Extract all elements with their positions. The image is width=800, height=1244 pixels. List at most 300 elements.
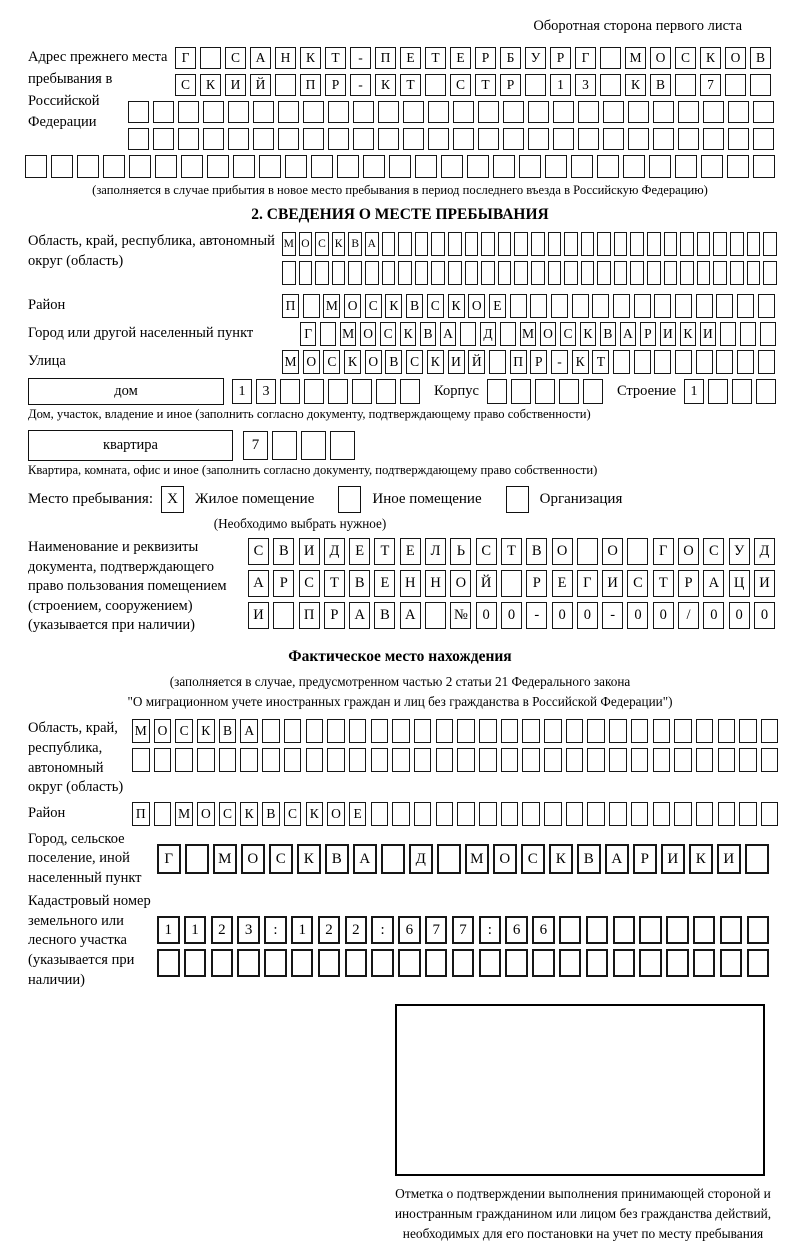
stay-option-organization-checkbox[interactable]: [506, 486, 529, 513]
char-cell[interactable]: [564, 232, 578, 256]
char-cell[interactable]: Д: [754, 538, 775, 565]
char-cell[interactable]: У: [729, 538, 750, 565]
char-cell[interactable]: [320, 322, 336, 346]
char-cell[interactable]: [732, 379, 752, 404]
char-cell[interactable]: [528, 128, 549, 150]
char-cell[interactable]: [25, 155, 47, 178]
char-cell[interactable]: [581, 232, 595, 256]
char-cell[interactable]: 3: [256, 379, 276, 404]
actual-city-cells[interactable]: [157, 844, 773, 874]
char-cell[interactable]: [728, 128, 749, 150]
char-cell[interactable]: Е: [552, 570, 573, 597]
char-cell[interactable]: [415, 232, 429, 256]
char-cell[interactable]: М: [213, 844, 237, 874]
char-cell[interactable]: М: [323, 294, 340, 318]
char-cell[interactable]: [553, 101, 574, 123]
char-cell[interactable]: Н: [425, 570, 446, 597]
char-cell[interactable]: [720, 322, 736, 346]
char-cell[interactable]: [653, 101, 674, 123]
char-cell[interactable]: М: [175, 802, 193, 826]
char-cell[interactable]: [487, 379, 507, 404]
char-cell[interactable]: [613, 350, 630, 374]
char-cell[interactable]: [503, 128, 524, 150]
char-cell[interactable]: [197, 748, 215, 772]
char-cell[interactable]: [306, 748, 324, 772]
char-cell[interactable]: [613, 294, 630, 318]
char-cell[interactable]: И: [602, 570, 623, 597]
char-cell[interactable]: [674, 719, 692, 743]
char-cell[interactable]: О: [678, 538, 699, 565]
char-cell[interactable]: [51, 155, 73, 178]
char-cell[interactable]: [414, 719, 432, 743]
char-cell[interactable]: Р: [678, 570, 699, 597]
char-cell[interactable]: [398, 261, 412, 285]
char-cell[interactable]: [578, 128, 599, 150]
char-cell[interactable]: [501, 802, 519, 826]
char-cell[interactable]: [647, 261, 661, 285]
char-cell[interactable]: В: [750, 47, 771, 69]
char-cell[interactable]: [531, 261, 545, 285]
char-cell[interactable]: [103, 155, 125, 178]
char-cell[interactable]: [631, 748, 649, 772]
char-cell[interactable]: [750, 74, 771, 96]
char-cell[interactable]: Р: [640, 322, 656, 346]
char-cell[interactable]: [649, 155, 671, 178]
char-cell[interactable]: С: [299, 570, 320, 597]
char-cell[interactable]: Д: [409, 844, 433, 874]
char-cell[interactable]: 0: [577, 602, 598, 629]
char-cell[interactable]: [758, 350, 775, 374]
char-cell[interactable]: [371, 949, 394, 977]
char-cell[interactable]: Д: [480, 322, 496, 346]
region-cells-row-1[interactable]: [282, 232, 780, 256]
char-cell[interactable]: [237, 949, 260, 977]
char-cell[interactable]: С: [284, 802, 302, 826]
char-cell[interactable]: 0: [476, 602, 497, 629]
char-cell[interactable]: 1: [684, 379, 704, 404]
city-cells[interactable]: [300, 322, 780, 346]
char-cell[interactable]: [559, 949, 582, 977]
char-cell[interactable]: В: [420, 322, 436, 346]
char-cell[interactable]: [327, 748, 345, 772]
char-cell[interactable]: 7: [700, 74, 721, 96]
char-cell[interactable]: Р: [526, 570, 547, 597]
char-cell[interactable]: [253, 128, 274, 150]
char-cell[interactable]: 0: [552, 602, 573, 629]
char-cell[interactable]: [219, 748, 237, 772]
char-cell[interactable]: А: [605, 844, 629, 874]
char-cell[interactable]: Т: [501, 538, 522, 565]
char-cell[interactable]: К: [240, 802, 258, 826]
char-cell[interactable]: [666, 916, 689, 944]
actual-district-cells[interactable]: [132, 802, 783, 826]
char-cell[interactable]: [414, 748, 432, 772]
char-cell[interactable]: [566, 719, 584, 743]
char-cell[interactable]: О: [327, 802, 345, 826]
char-cell[interactable]: 0: [627, 602, 648, 629]
char-cell[interactable]: А: [248, 570, 269, 597]
char-cell[interactable]: С: [476, 538, 497, 565]
actual-region-cells-row-1[interactable]: [132, 719, 783, 743]
char-cell[interactable]: [211, 949, 234, 977]
char-cell[interactable]: К: [297, 844, 321, 874]
char-cell[interactable]: [299, 261, 313, 285]
char-cell[interactable]: [478, 101, 499, 123]
char-cell[interactable]: [519, 155, 541, 178]
char-cell[interactable]: [337, 155, 359, 178]
char-cell[interactable]: [730, 232, 744, 256]
char-cell[interactable]: [453, 128, 474, 150]
char-cell[interactable]: [653, 719, 671, 743]
char-cell[interactable]: [311, 155, 333, 178]
char-cell[interactable]: [264, 949, 287, 977]
char-cell[interactable]: [756, 379, 776, 404]
char-cell[interactable]: [559, 379, 579, 404]
char-cell[interactable]: [628, 128, 649, 150]
char-cell[interactable]: [728, 101, 749, 123]
char-cell[interactable]: В: [374, 602, 395, 629]
char-cell[interactable]: [479, 719, 497, 743]
char-cell[interactable]: О: [725, 47, 746, 69]
char-cell[interactable]: [345, 949, 368, 977]
char-cell[interactable]: О: [493, 844, 517, 874]
char-cell[interactable]: [631, 802, 649, 826]
char-cell[interactable]: [371, 748, 389, 772]
char-cell[interactable]: С: [627, 570, 648, 597]
char-cell[interactable]: Е: [489, 294, 506, 318]
char-cell[interactable]: Т: [425, 47, 446, 69]
char-cell[interactable]: [696, 294, 713, 318]
char-cell[interactable]: [77, 155, 99, 178]
char-cell[interactable]: [739, 802, 757, 826]
char-cell[interactable]: [737, 350, 754, 374]
char-cell[interactable]: [378, 101, 399, 123]
char-cell[interactable]: [465, 261, 479, 285]
char-cell[interactable]: [630, 232, 644, 256]
char-cell[interactable]: [398, 232, 412, 256]
char-cell[interactable]: О: [540, 322, 556, 346]
char-cell[interactable]: [675, 74, 696, 96]
char-cell[interactable]: [479, 802, 497, 826]
char-cell[interactable]: 6: [532, 916, 555, 944]
char-cell[interactable]: [528, 101, 549, 123]
char-cell[interactable]: [284, 719, 302, 743]
char-cell[interactable]: [544, 748, 562, 772]
char-cell[interactable]: [718, 802, 736, 826]
char-cell[interactable]: С: [269, 844, 293, 874]
char-cell[interactable]: [291, 949, 314, 977]
char-cell[interactable]: [275, 74, 296, 96]
char-cell[interactable]: 7: [425, 916, 448, 944]
char-cell[interactable]: О: [450, 570, 471, 597]
char-cell[interactable]: [753, 155, 775, 178]
char-cell[interactable]: Д: [324, 538, 345, 565]
char-cell[interactable]: [441, 155, 463, 178]
char-cell[interactable]: [525, 74, 546, 96]
char-cell[interactable]: П: [510, 350, 527, 374]
char-cell[interactable]: [304, 379, 324, 404]
char-cell[interactable]: Р: [633, 844, 657, 874]
char-cell[interactable]: [544, 802, 562, 826]
char-cell[interactable]: Р: [550, 47, 571, 69]
char-cell[interactable]: Т: [325, 47, 346, 69]
char-cell[interactable]: [501, 719, 519, 743]
char-cell[interactable]: К: [375, 74, 396, 96]
char-cell[interactable]: [414, 802, 432, 826]
char-cell[interactable]: Р: [530, 350, 547, 374]
char-cell[interactable]: [553, 128, 574, 150]
char-cell[interactable]: О: [299, 232, 313, 256]
cadastral-cells-row-2[interactable]: [157, 949, 773, 977]
char-cell[interactable]: [680, 261, 694, 285]
char-cell[interactable]: [349, 748, 367, 772]
char-cell[interactable]: 1: [184, 916, 207, 944]
char-cell[interactable]: С: [248, 538, 269, 565]
char-cell[interactable]: [720, 949, 743, 977]
char-cell[interactable]: У: [525, 47, 546, 69]
char-cell[interactable]: [597, 261, 611, 285]
char-cell[interactable]: [207, 155, 229, 178]
char-cell[interactable]: [431, 261, 445, 285]
char-cell[interactable]: К: [427, 350, 444, 374]
char-cell[interactable]: [639, 916, 662, 944]
char-cell[interactable]: [740, 322, 756, 346]
char-cell[interactable]: [587, 748, 605, 772]
char-cell[interactable]: С: [175, 719, 193, 743]
char-cell[interactable]: Й: [468, 350, 485, 374]
char-cell[interactable]: [713, 232, 727, 256]
char-cell[interactable]: [571, 155, 593, 178]
char-cell[interactable]: О: [241, 844, 265, 874]
char-cell[interactable]: [448, 261, 462, 285]
char-cell[interactable]: П: [132, 802, 150, 826]
char-cell[interactable]: В: [577, 844, 601, 874]
char-cell[interactable]: [653, 748, 671, 772]
char-cell[interactable]: А: [365, 232, 379, 256]
char-cell[interactable]: С: [175, 74, 196, 96]
char-cell[interactable]: [284, 748, 302, 772]
char-cell[interactable]: [129, 155, 151, 178]
char-cell[interactable]: 1: [232, 379, 252, 404]
korpus-cells[interactable]: [487, 379, 607, 404]
char-cell[interactable]: 1: [291, 916, 314, 944]
char-cell[interactable]: [154, 748, 172, 772]
char-cell[interactable]: Б: [500, 47, 521, 69]
char-cell[interactable]: [716, 350, 733, 374]
char-cell[interactable]: [328, 128, 349, 150]
char-cell[interactable]: [452, 949, 475, 977]
char-cell[interactable]: [701, 155, 723, 178]
char-cell[interactable]: [272, 431, 297, 460]
char-cell[interactable]: П: [375, 47, 396, 69]
char-cell[interactable]: А: [349, 602, 370, 629]
char-cell[interactable]: [498, 261, 512, 285]
char-cell[interactable]: [614, 261, 628, 285]
char-cell[interactable]: [503, 101, 524, 123]
char-cell[interactable]: [428, 101, 449, 123]
char-cell[interactable]: Т: [324, 570, 345, 597]
char-cell[interactable]: -: [350, 74, 371, 96]
char-cell[interactable]: Е: [349, 538, 370, 565]
char-cell[interactable]: [415, 261, 429, 285]
char-cell[interactable]: [614, 232, 628, 256]
char-cell[interactable]: [514, 261, 528, 285]
char-cell[interactable]: №: [450, 602, 471, 629]
char-cell[interactable]: С: [380, 322, 396, 346]
char-cell[interactable]: [696, 350, 713, 374]
char-cell[interactable]: О: [154, 719, 172, 743]
char-cell[interactable]: [548, 261, 562, 285]
char-cell[interactable]: [392, 802, 410, 826]
char-cell[interactable]: А: [400, 602, 421, 629]
char-cell[interactable]: М: [340, 322, 356, 346]
char-cell[interactable]: [697, 261, 711, 285]
prev-address-row-2[interactable]: [175, 74, 780, 96]
char-cell[interactable]: Ь: [450, 538, 471, 565]
char-cell[interactable]: [609, 802, 627, 826]
char-cell[interactable]: [403, 101, 424, 123]
char-cell[interactable]: О: [344, 294, 361, 318]
char-cell[interactable]: К: [572, 350, 589, 374]
cadastral-cells-row-1[interactable]: [157, 916, 773, 944]
char-cell[interactable]: С: [323, 350, 340, 374]
char-cell[interactable]: К: [344, 350, 361, 374]
char-cell[interactable]: А: [240, 719, 258, 743]
char-cell[interactable]: [262, 719, 280, 743]
char-cell[interactable]: [653, 802, 671, 826]
char-cell[interactable]: [457, 748, 475, 772]
char-cell[interactable]: [457, 719, 475, 743]
char-cell[interactable]: [436, 748, 454, 772]
char-cell[interactable]: [425, 602, 446, 629]
char-cell[interactable]: [522, 802, 540, 826]
char-cell[interactable]: [730, 261, 744, 285]
char-cell[interactable]: И: [660, 322, 676, 346]
char-cell[interactable]: 0: [754, 602, 775, 629]
char-cell[interactable]: [278, 128, 299, 150]
char-cell[interactable]: Н: [400, 570, 421, 597]
char-cell[interactable]: [349, 719, 367, 743]
char-cell[interactable]: Г: [175, 47, 196, 69]
char-cell[interactable]: [753, 128, 774, 150]
char-cell[interactable]: [597, 232, 611, 256]
char-cell[interactable]: [586, 949, 609, 977]
char-cell[interactable]: В: [348, 232, 362, 256]
char-cell[interactable]: -: [526, 602, 547, 629]
char-cell[interactable]: М: [282, 232, 296, 256]
char-cell[interactable]: 0: [653, 602, 674, 629]
char-cell[interactable]: [654, 350, 671, 374]
char-cell[interactable]: [581, 261, 595, 285]
char-cell[interactable]: [415, 155, 437, 178]
char-cell[interactable]: Е: [400, 47, 421, 69]
char-cell[interactable]: [262, 748, 280, 772]
char-cell[interactable]: В: [262, 802, 280, 826]
char-cell[interactable]: [489, 350, 506, 374]
char-cell[interactable]: [600, 47, 621, 69]
stay-option-residential-checkbox[interactable]: X: [161, 486, 184, 513]
char-cell[interactable]: Е: [400, 538, 421, 565]
char-cell[interactable]: [328, 101, 349, 123]
region-cells-row-2[interactable]: [282, 261, 780, 285]
char-cell[interactable]: [531, 232, 545, 256]
char-cell[interactable]: [720, 916, 743, 944]
char-cell[interactable]: 6: [398, 916, 421, 944]
char-cell[interactable]: С: [427, 294, 444, 318]
char-cell[interactable]: [382, 261, 396, 285]
char-cell[interactable]: [737, 294, 754, 318]
char-cell[interactable]: [371, 802, 389, 826]
char-cell[interactable]: В: [219, 719, 237, 743]
char-cell[interactable]: Е: [374, 570, 395, 597]
char-cell[interactable]: [493, 155, 515, 178]
char-cell[interactable]: И: [248, 602, 269, 629]
char-cell[interactable]: [613, 916, 636, 944]
char-cell[interactable]: К: [385, 294, 402, 318]
char-cell[interactable]: О: [552, 538, 573, 565]
char-cell[interactable]: [327, 719, 345, 743]
char-cell[interactable]: [431, 232, 445, 256]
char-cell[interactable]: [348, 261, 362, 285]
char-cell[interactable]: Й: [476, 570, 497, 597]
char-cell[interactable]: [758, 294, 775, 318]
char-cell[interactable]: В: [406, 294, 423, 318]
char-cell[interactable]: [597, 155, 619, 178]
char-cell[interactable]: Г: [653, 538, 674, 565]
char-cell[interactable]: [363, 155, 385, 178]
actual-region-cells-row-2[interactable]: [132, 748, 783, 772]
char-cell[interactable]: [381, 844, 405, 874]
char-cell[interactable]: К: [300, 47, 321, 69]
char-cell[interactable]: 1: [157, 916, 180, 944]
char-cell[interactable]: [592, 294, 609, 318]
char-cell[interactable]: [382, 232, 396, 256]
char-cell[interactable]: [389, 155, 411, 178]
char-cell[interactable]: -: [602, 602, 623, 629]
char-cell[interactable]: [545, 155, 567, 178]
char-cell[interactable]: И: [299, 538, 320, 565]
char-cell[interactable]: П: [282, 294, 299, 318]
char-cell[interactable]: [739, 719, 757, 743]
char-cell[interactable]: -: [551, 350, 568, 374]
char-cell[interactable]: [761, 748, 779, 772]
char-cell[interactable]: П: [299, 602, 320, 629]
char-cell[interactable]: [653, 128, 674, 150]
char-cell[interactable]: [753, 101, 774, 123]
char-cell[interactable]: К: [700, 47, 721, 69]
char-cell[interactable]: [155, 155, 177, 178]
char-cell[interactable]: [763, 261, 777, 285]
char-cell[interactable]: [303, 128, 324, 150]
char-cell[interactable]: [664, 261, 678, 285]
char-cell[interactable]: [763, 232, 777, 256]
document-cells-row-2[interactable]: [248, 570, 779, 597]
char-cell[interactable]: [761, 802, 779, 826]
char-cell[interactable]: [498, 232, 512, 256]
char-cell[interactable]: [332, 261, 346, 285]
char-cell[interactable]: Е: [349, 802, 367, 826]
char-cell[interactable]: [747, 949, 770, 977]
char-cell[interactable]: О: [197, 802, 215, 826]
char-cell[interactable]: [674, 802, 692, 826]
char-cell[interactable]: Т: [653, 570, 674, 597]
char-cell[interactable]: [718, 719, 736, 743]
char-cell[interactable]: [453, 101, 474, 123]
char-cell[interactable]: [132, 748, 150, 772]
char-cell[interactable]: Л: [425, 538, 446, 565]
char-cell[interactable]: [678, 128, 699, 150]
char-cell[interactable]: [703, 128, 724, 150]
